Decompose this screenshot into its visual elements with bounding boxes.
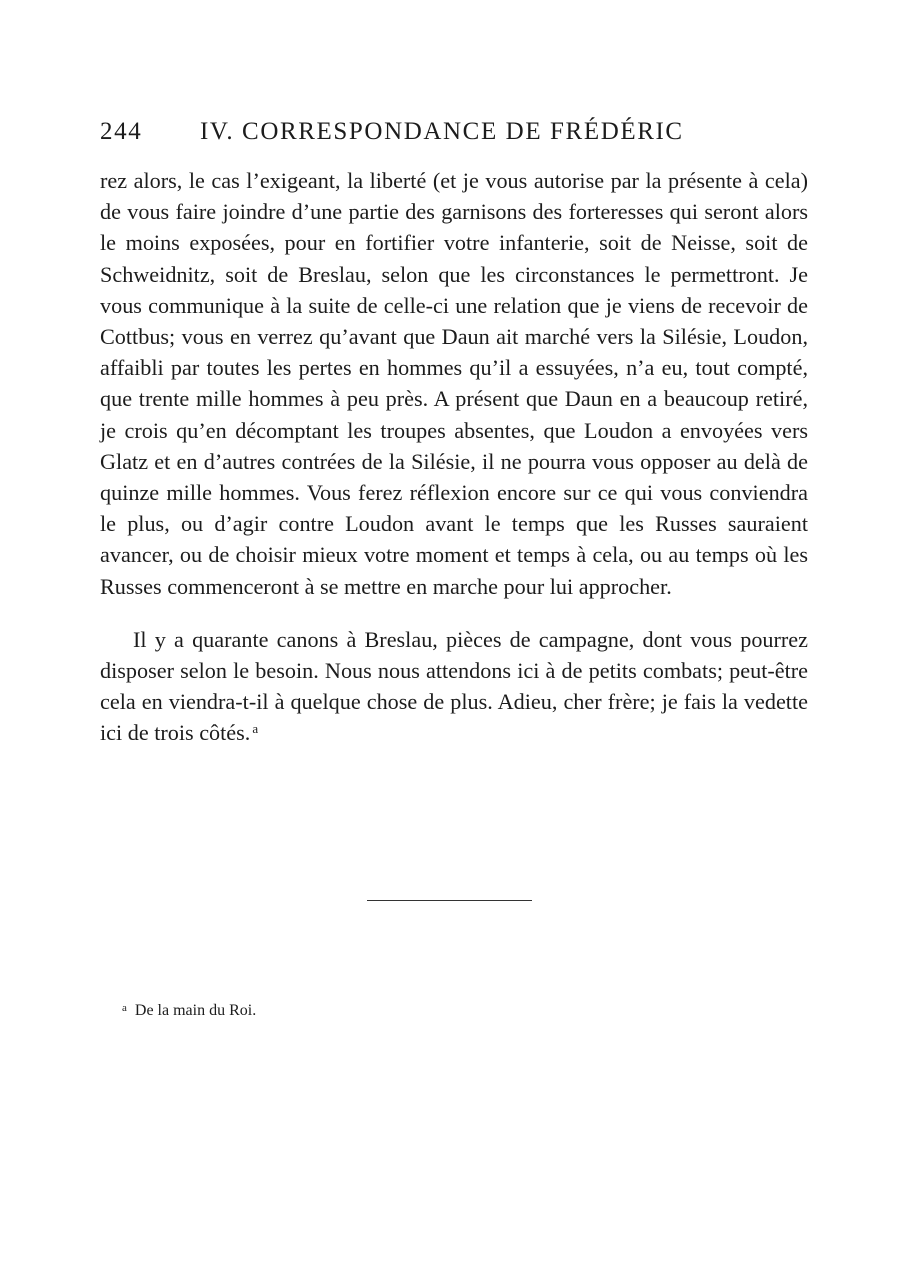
paragraph-2: [100, 624, 808, 749]
running-title: IV. CORRESPONDANCE DE FRÉDÉRIC: [200, 118, 684, 145]
footnote: [122, 1002, 256, 1020]
footnote-marker: a: [122, 1002, 127, 1014]
footnote-text: De la main du Roi.: [134, 1002, 257, 1019]
paragraph-2-text: Il y a quarante canons à Breslau, pièces de campagne, dont vous pourrez disposer selon le besoin. Nous nous attendons ici à de petits combats; peut-être cela en viendra-t-il à quelque chose de plus. Adieu, cher frère; je fais la vedette ici de trois côtés.: [100, 626, 808, 746]
body-text: [100, 165, 808, 749]
page-number: 244: [100, 118, 143, 145]
paragraph-1: rez alors, le cas l’exigeant, la liberté (et je vous autorise par la présente à cela) de vous faire joindre d’une partie des garnisons des forteresses qui seront alors le moins exposées, pour en fortifier votre infanterie, soit de Neisse, soit de Schweidnitz, soit de Breslau, selon que les circonstances le permettront. Je vous communique à la suite de celle-ci une relation que je viens de recevoir de Cottbus; vous en verrez qu’avant que Daun ait marché vers la Silésie, Loudon, affaibli par toutes les pertes en hommes qu’il a essuyées, n’a eu, tout compté, que trente mille hommes à peu près. A présent que Daun en a beaucoup retiré, je crois qu’en décomptant les troupes absentes, que Loudon a envoyées vers Glatz et en d’autres contrées de la Silésie, il ne pourra vous opposer au delà de quinze mille hommes. Vous ferez réflexion encore sur ce qui vous conviendra le plus, ou d’agir contre Loudon avant le temps que les Russes sauraient avancer, ou de choisir mieux votre moment et temps à cela, ou au temps où les Russes commenceront à se mettre en marche pour lui approcher.: [100, 168, 808, 599]
section-divider: [367, 900, 532, 901]
footnote-reference: a: [252, 721, 259, 737]
page-header: [100, 118, 820, 158]
